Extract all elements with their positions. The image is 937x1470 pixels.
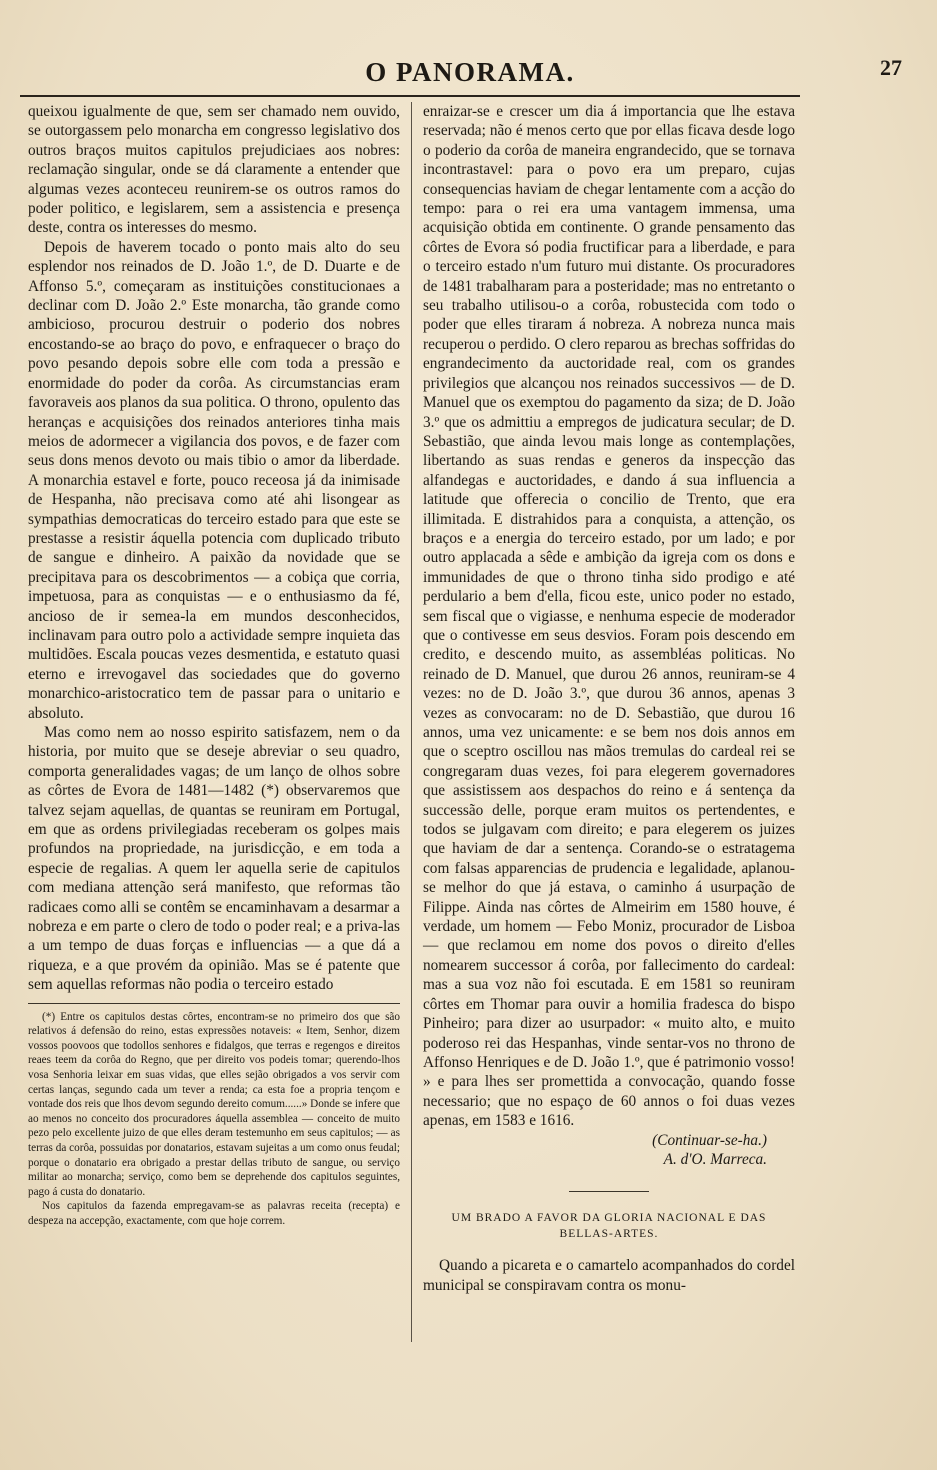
masthead: [20, 55, 920, 95]
body-paragraph: enraizar-se e crescer um dia á importancia que lhe estava reservada; não é menos certo que por ellas ficava desde logo o poderio da corôa de maneira engrandecido, que se tornava incontrastavel: para o povo era um preparo, cujas consequencias haviam de chegar lentamente com a acção do tempo: para o rei era uma vantagem immensa, uma acquisição obtida em continente. O grande pensamento das côrtes de Evora só podia fructificar para a liberdade, e para o terceiro estado n'um futuro mui distante. Os procuradores de 1481 trabalharam para a posteridade; mas no entretanto o seu trabalho utilisou-o a corôa, robustecida com todo o poder que elles tiraram á nobreza. A nobreza nunca mais recuperou o perdido. O clero reparou as brechas soffridas do engrandecimento da auctoridade real, com os grandes privilegios que alcançou nos reinados successivos — de D. Manuel que os exemptou do pagamento da siza; de D. João 3.º que os admittiu a empregos de judicatura secular; de D. Sebastião, que ainda levou mais longe as contemplações, libertando as suas rendas e generos da inspecção das alfandegas e auctoridades, e dando á sua influencia a latitude que offerecia o concilio de Trento, que era illimitada. E distrahidos para a conquista, a attenção, os braços e a energia do terceiro estado, por um lado; e por outro applacada a sêde e ambição da igreja com os dons e immunidades de que o throno tinha sido prodigo e até perdulario a bem d'ella, ficou este, unico poder no estado, sem fiscal que o vigiasse, e nenhuma especie de moderador que o contivesse em seus desvios. Foram pois descendo em credito, e descendo muito, as assembléas politicas. No reinado de D. Manuel, que durou 26 annos, reuniram-se 4 vezes: no de D. João 3.º, que durou 36 annos, apenas 3 vezes as convocaram: no de D. Sebastião, que durou 16 annos, uma vez unicamente: e se bem nos dois annos em que o sceptro oscillou nas mãos tremulas do cardeal rei se congregaram duas vezes, foi para elegerem governadores que assistissem aos despachos do reino e á sentença da successão delle, porque eram muitos os pertendentes, e todos se julgavam com direito; e para elegerem os juizes que haviam de dar a sentença. Corando-se o estratagema com falsas apparencias de prudencia e legalidade, aplanou-se melhor do que já estava, o caminho á usurpação de Filippe. Ainda nas côrtes de Almeirim em 1580 houve, é verdade, um homem — Febo Moniz, procurador de Lisboa — que reclamou em nome dos povos o direito d'elles nomearem successor á corôa, por fallecimento do cardeal: mas a sua voz não foi escutada. E em 1581 so reuniram côrtes em Thomar para ouvir a homilia fradesca do bispo Pinheiro; para dizer ao usurpador: « muito alto, e muito poderoso rei das Hespanhas, vinde sentar-vos no throno de Affonso Henriques e de D. João 1.º, que é patrimonio vosso! » e para lhes ser promettida a convocação, quando fosse necessario; que no espaço de 60 annos o foi duas vezes apenas, em 1583 e 1616.: [423, 103, 795, 1130]
right-column: [423, 102, 795, 1295]
footnote: [28, 1010, 400, 1229]
author-signature: A. d'O. Marreca.: [663, 1150, 767, 1168]
page-number: 27: [880, 55, 902, 80]
publication-title: O PANORAMA.: [365, 57, 575, 87]
continuation-note: (Continuar-se-ha.): [652, 1131, 767, 1149]
header-rule: [20, 95, 800, 97]
article-separator: [569, 1191, 649, 1192]
body-paragraph: queixou igualmente de que, sem ser chamado nem ouvido, se outorgassem pelo monarcha em congresso legislativo dos outros braços muitos capitulos prejudiciaes aos nobres: reclamação singular, onde se dá claramente a entender que algumas vezes aconteceu reunirem-se os outros ramos do poder politico, e legislarem, sem a assistencia e presença deste, contra os interesses do mesmo.: [28, 103, 400, 237]
footnote-paragraph: Nos capitulos da fazenda empregavam-se as palavras receita (recepta) e despeza na accepção, exactamente, com que hoje correm.: [28, 1200, 400, 1227]
article-opening: Quando a picareta e o camartelo acompanhados do cordel municipal se conspiravam contra os monu-: [423, 1257, 795, 1294]
body-paragraph: Depois de haverem tocado o ponto mais alto do seu esplendor nos reinados de D. João 1.º, de D. Duarte e de Affonso 5.º, começaram as instituições constitucionaes a declinar com D. João 2.º Este monarcha, tão grande como ambicioso, procurou destruir o poderio dos nobres encostando-se ao braço do povo, e enfraquecer o braço do povo pesando depois sobre elle com toda a pressão e enormidade do poder da corôa. As circumstancias eram favoraveis aos planos da sua politica. O throno, opulento das heranças e acquisições dos reinados anteriores tinha mais meios de adormecer a vigilancia dos povos, e de fazer com seus dons menos devoto ou mais tibio o amor da liberdade. A monarchia estavel e forte, pouco receosa já da inimisade de Hespanha, não precisava como até ahi lisongear as sympathias democraticas do terceiro estado para que este se prestasse a resistir áquella potencia com duplicado tributo de sangue e dinheiro. A paixão da novidade que se precipitava para os descobrimentos — a cobiça que corria, impetuosa, para as conquistas — e o enthusiasmo da fé, ancioso de ir semea-la em mundos desconhecidos, inclinavam para outro polo a actividade sempre inquieta das multidões. Escala poucas vezes desmentida, e estatuto quasi eterno e irrevogavel das sociedades que do governo monarchico-aristocratico tem de passar para o unitario e absoluto.: [28, 238, 400, 722]
article-heading: UM BRADO A FAVOR DA GLORIA NACIONAL E DAS BELLAS-ARTES.: [451, 1212, 767, 1241]
column-divider: [411, 102, 412, 1342]
left-column: [28, 102, 400, 1229]
footnote-rule: [28, 1003, 400, 1004]
footnote-paragraph: (*) Entre os capitulos destas côrtes, encontram-se no primeiro dos que são relativos á defensão do reino, estas expressões notaveis: « Item, Senhor, dizem vossos poovoos que todollos senhores e fidalgos, que terras e regengos e direitos reaes teem da corôa do Regno, que per direito vos podeis tomar; querendo-lhos vosa Senhoria leixar em suas vidas, que elles sejão obrigados a vos servir com certas lanças, segundo cada um tever a renda; ca esta foe a propria tençom e vontade dos reis que lhos devom segundo dereito comum......» Donde se infere que ao menos no conceito dos procuradores áquella assemblea — conceito de muito pezo pelo excellente juizo de que elles deram testemunho em seus capitulos; — as terras da corôa, possuidas por donatarios, estavam sujeitas a um como onus feudal; porque o donatario era obrigado a prestar dellas tributo de sangue, ou serviço militar ao monarcha; serviço, como bem se deprehende dos capitulos seguintes, pago á custa do donatario.: [28, 1010, 400, 1198]
body-paragraph: Mas como nem ao nosso espirito satisfazem, nem o da historia, por muito que se deseje abreviar o seu quadro, comporta generalidades vagas; de um lanço de olhos sobre as côrtes de Evora de 1481—1482 (*) observaremos que talvez sejam aquellas, de quantas se reuniram em Portugal, em que as ordens privilegiadas receberam os golpes mais profundos na propriedade, na jurisdicção, e em toda a especie de regalias. A quem ler aquella serie de capitulos com mediana attenção será manifesto, que reformas tão radicaes como alli se contêm se encaminhavam a desarmar a nobreza e em parte o clero de todo o poder real; e a priva-las a um tempo de duas forças e influencias — a que dá a riqueza, e a que provém da opinião. Mas se é patente que sem aquellas reformas não podia o terceiro estado: [28, 724, 400, 994]
